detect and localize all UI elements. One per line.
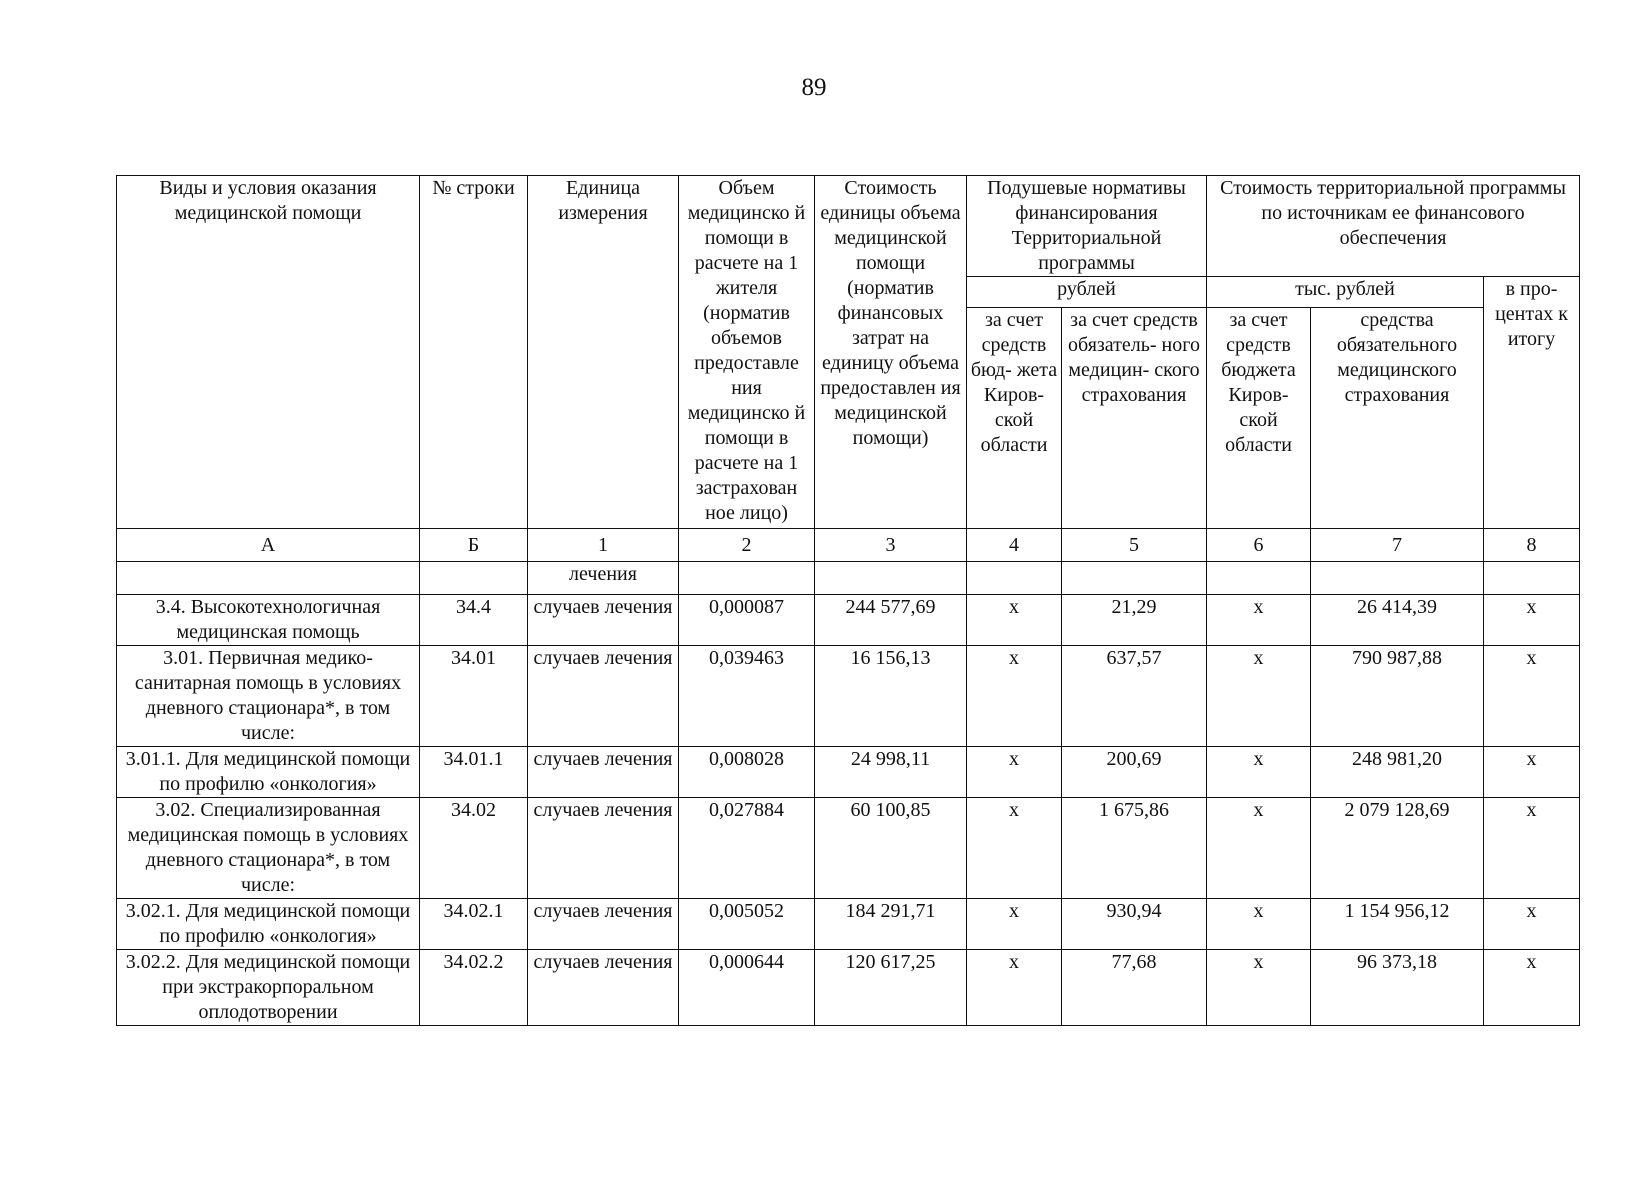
row-volume: 0,039463 [679, 646, 815, 747]
table-row [117, 747, 1580, 798]
col-number: 7 [1311, 529, 1484, 562]
row-unit: случаев лечения [528, 646, 679, 747]
row-cost-oms: 790 987,88 [1311, 646, 1484, 747]
col-number: 4 [967, 529, 1062, 562]
col-number: А [117, 529, 420, 562]
row-cost-budget: х [1207, 595, 1311, 646]
header-percent: в про- центах к итогу [1484, 277, 1580, 529]
header-per-capita-unit: рублей [967, 277, 1207, 308]
row-per-capita-budget: х [967, 747, 1062, 798]
row-name: 3.4. Высокотехнологичная медицинская помощь [117, 595, 420, 646]
row-cost-oms: 248 981,20 [1311, 747, 1484, 798]
row-line-number: 34.02 [420, 798, 528, 899]
row-cost-oms: 26 414,39 [1311, 595, 1484, 646]
row-volume: 0,005052 [679, 899, 815, 950]
header-cost-group: Стоимость территориальной программы по источникам ее финансового обеспечения [1207, 176, 1580, 277]
row-line-number: 34.02.1 [420, 899, 528, 950]
header-per-capita-group: Подушевые нормативы финансирования Территориальной программы [967, 176, 1207, 277]
row-per-capita-oms: 200,69 [1062, 747, 1207, 798]
row-unit-cost: 24 998,11 [815, 747, 967, 798]
table-row [117, 595, 1580, 646]
row-percent: х [1484, 950, 1580, 1026]
row-unit: случаев лечения [528, 747, 679, 798]
row-cost-budget: х [1207, 899, 1311, 950]
row-cost-budget: х [1207, 646, 1311, 747]
row-unit-cost: 16 156,13 [815, 646, 967, 747]
row-percent: х [1484, 595, 1580, 646]
header-cost-budget: за счет средств бюджета Киров- ской области [1207, 308, 1311, 529]
row-per-capita-budget: х [967, 646, 1062, 747]
col-number: 3 [815, 529, 967, 562]
row-volume: 0,027884 [679, 798, 815, 899]
row-cost-budget: х [1207, 747, 1311, 798]
row-unit: случаев лечения [528, 950, 679, 1026]
header-per-capita-oms: за счет средств обязатель- ного медицин- ского страхования [1062, 308, 1207, 529]
row-name: 3.02.1. Для медицинской помощи по профилю «онкология» [117, 899, 420, 950]
row-unit: случаев лечения [528, 595, 679, 646]
header-types: Виды и условия оказания медицинской помощи [117, 176, 420, 529]
row-unit-cost: 184 291,71 [815, 899, 967, 950]
row-cost-oms: 2 079 128,69 [1311, 798, 1484, 899]
row-cost-oms: 1 154 956,12 [1311, 899, 1484, 950]
row-per-capita-budget: х [967, 798, 1062, 899]
row-per-capita-oms: 77,68 [1062, 950, 1207, 1026]
row-name: 3.02. Специализированная медицинская помощь в условиях дневного стационара*, в том числе: [117, 798, 420, 899]
col-number: 1 [528, 529, 679, 562]
continuation-unit: лечения [528, 562, 679, 595]
row-line-number: 34.01.1 [420, 747, 528, 798]
page-number: 89 [801, 74, 827, 101]
financing-table [116, 175, 1580, 1026]
header-volume: Объем медицинско й помощи в расчете на 1 жителя (норматив объемов предоставле ния медицинско й помощи в расчете на 1 застрахован ное лицо) [679, 176, 815, 529]
row-unit-cost: 120 617,25 [815, 950, 967, 1026]
row-unit-cost: 60 100,85 [815, 798, 967, 899]
header-unit: Единица измерения [528, 176, 679, 529]
row-line-number: 34.01 [420, 646, 528, 747]
row-percent: х [1484, 899, 1580, 950]
table-row [117, 899, 1580, 950]
header-line-number: № строки [420, 176, 528, 529]
table-row [117, 950, 1580, 1026]
row-percent: х [1484, 646, 1580, 747]
row-per-capita-oms: 930,94 [1062, 899, 1207, 950]
header-per-capita-budget: за счет средств бюд- жета Киров- ской области [967, 308, 1062, 529]
col-number: 2 [679, 529, 815, 562]
row-per-capita-budget: х [967, 899, 1062, 950]
col-number: Б [420, 529, 528, 562]
col-number: 8 [1484, 529, 1580, 562]
column-numbering-row [117, 529, 1580, 562]
row-per-capita-budget: х [967, 950, 1062, 1026]
row-per-capita-budget: х [967, 595, 1062, 646]
row-percent: х [1484, 747, 1580, 798]
row-volume: 0,008028 [679, 747, 815, 798]
row-cost-budget: х [1207, 950, 1311, 1026]
table-row [117, 798, 1580, 899]
row-name: 3.01. Первичная медико-санитарная помощь в условиях дневного стационара*, в том числе: [117, 646, 420, 747]
col-number: 5 [1062, 529, 1207, 562]
col-number: 6 [1207, 529, 1311, 562]
row-cost-oms: 96 373,18 [1311, 950, 1484, 1026]
row-cost-budget: х [1207, 798, 1311, 899]
row-name: 3.01.1. Для медицинской помощи по профилю «онкология» [117, 747, 420, 798]
header-cost-unit: тыс. рублей [1207, 277, 1484, 308]
row-per-capita-oms: 637,57 [1062, 646, 1207, 747]
row-per-capita-oms: 1 675,86 [1062, 798, 1207, 899]
row-percent: х [1484, 798, 1580, 899]
row-line-number: 34.4 [420, 595, 528, 646]
row-unit-cost: 244 577,69 [815, 595, 967, 646]
header-cost-oms: средства обязательного медицинского страхования [1311, 308, 1484, 529]
row-unit: случаев лечения [528, 899, 679, 950]
continuation-row [117, 562, 1580, 595]
row-name: 3.02.2. Для медицинской помощи при экстракорпоральном оплодотворении [117, 950, 420, 1026]
row-unit: случаев лечения [528, 798, 679, 899]
row-per-capita-oms: 21,29 [1062, 595, 1207, 646]
row-volume: 0,000644 [679, 950, 815, 1026]
table-row [117, 646, 1580, 747]
row-volume: 0,000087 [679, 595, 815, 646]
row-line-number: 34.02.2 [420, 950, 528, 1026]
header-unit-cost: Стоимость единицы объема медицинской помощи (норматив финансовых затрат на единицу объема предоставлен ия медицинской помощи) [815, 176, 967, 529]
